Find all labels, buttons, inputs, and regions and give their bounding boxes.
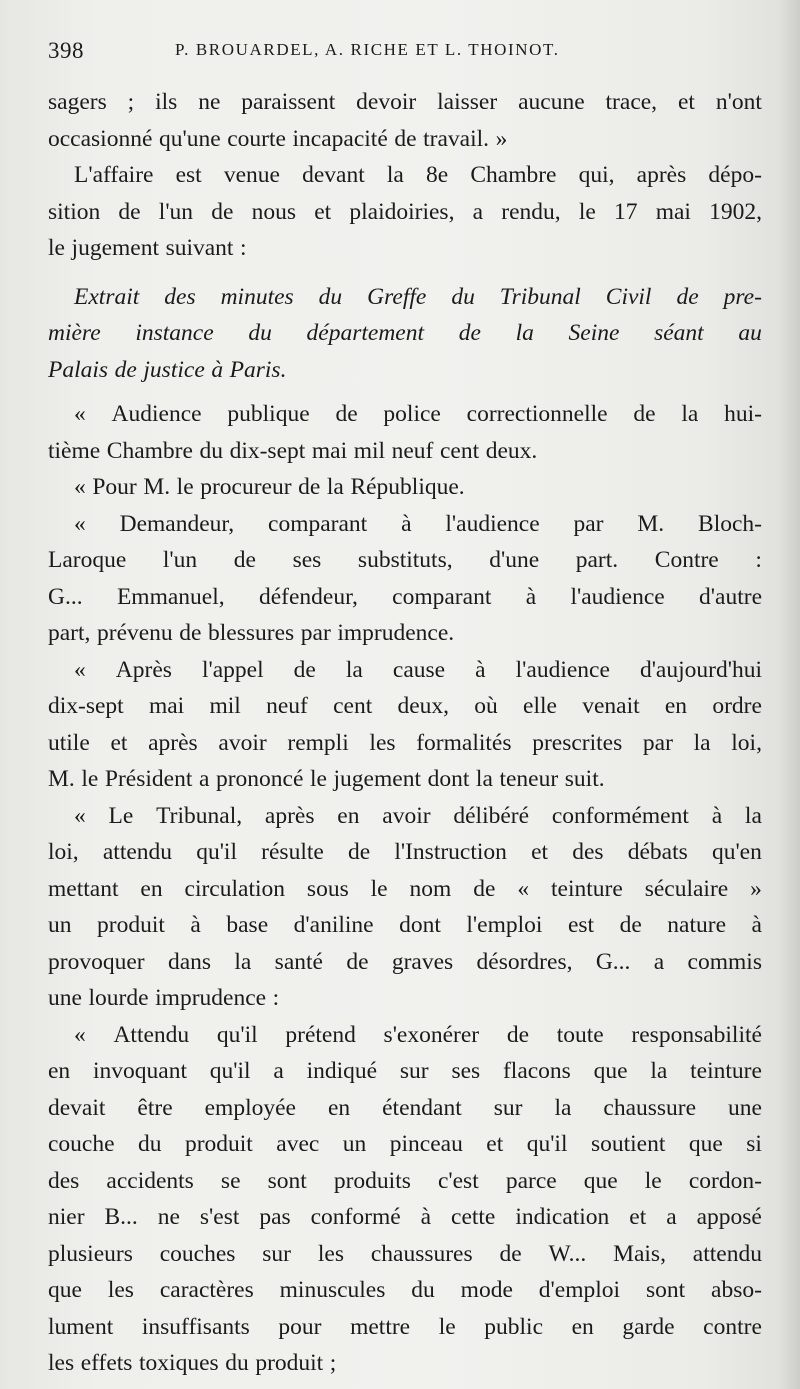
text-line: Laroque l'un de ses substituts, d'une part. Contre : [48,547,762,573]
text-line: « Demandeur, comparant à l'audience par M. Bloch- [74,510,762,537]
text-line: des accidents se sont produits c'est parce que le cordon- [48,1167,762,1194]
text-line: G... Emmanuel, défendeur, comparant à l'audience d'autre [48,583,762,610]
paragraph [48,157,762,267]
text-line: provoquer dans la santé de graves désordres, G... a commis [48,948,762,975]
text-line: M. le Président a prononcé le jugement dont la teneur suit. [48,766,605,792]
text-line: sition de l'un de nous et plaidoiries, a rendu, le 17 mai 1902, [48,198,762,225]
text-line: « Le Tribunal, après en avoir délibéré conformément à la [74,802,762,829]
text-line: devait être employée en étendant sur la chaussure une [48,1094,762,1121]
text-line: en invoquant qu'il a indiqué sur ses flacons que la teinture [48,1058,762,1084]
text-line: que les caractères minuscules du mode d'emploi sont abso- [48,1277,762,1303]
page-body [48,84,762,1382]
text-line: une lourde imprudence : [48,985,280,1011]
text-line: L'affaire est venue devant la 8e Chambre qui, après dépo- [74,162,762,188]
text-line: plusieurs couches sur les chaussures de W... Mais, attendu [48,1240,762,1267]
page-number: 398 [48,38,84,63]
text-line: un produit à base d'aniline dont l'emploi est de nature à [48,912,762,938]
text-line: mettant en circulation sous le nom de « teinture séculaire » [48,875,762,902]
paragraph [48,798,762,1017]
paragraph [48,506,762,652]
text-line: nier B... ne s'est pas conformé à cette indication et a apposé [48,1204,762,1230]
text-line: tième Chambre du dix-sept mai mil neuf cent deux. [48,437,538,464]
paragraph [48,396,762,469]
text-line: sagers ; ils ne paraissent devoir laisser aucune trace, et n'ont [48,89,762,115]
text-line: couche du produit avec un pinceau et qu'il soutient que si [48,1131,762,1157]
page-header [48,38,760,78]
text-line: occasionné qu'une courte incapacité de travail. » [48,125,508,152]
text-line: « Après l'appel de la cause à l'audience d'aujourd'hui [74,656,762,683]
text-line: dix-sept mai mil neuf cent deux, où elle venait en ordre [48,693,762,719]
text-line: utile et après avoir rempli les formalités prescrites par la loi, [48,729,762,756]
paragraph [48,652,762,798]
paragraph [48,84,762,157]
paragraph [48,279,762,389]
text-line: loi, attendu qu'il résulte de l'Instruction et des débats qu'en [48,839,762,865]
paragraph [48,1017,762,1382]
text-line: Extrait des minutes du Greffe du Tribunal Civil de pre- [74,283,762,310]
text-line: « Audience publique de police correctionnelle de la hui- [74,401,762,427]
page-edge-shadow [778,0,800,1389]
text-line: « Pour M. le procureur de la République. [74,474,465,500]
text-line: les effets toxiques du produit ; [48,1350,337,1376]
running-head: P. BROUARDEL, A. RICHE ET L. THOINOT. [175,40,560,59]
paragraph [48,469,762,506]
text-line: Palais de justice à Paris. [48,356,287,383]
text-line: le jugement suivant : [48,235,247,261]
text-line: mière instance du département de la Seine séant au [48,320,762,346]
text-line: lument insuffisants pour mettre le public en garde contre [48,1313,762,1340]
text-line: part, prévenu de blessures par imprudence. [48,620,455,646]
paragraph-gap [48,267,762,279]
text-line: « Attendu qu'il prétend s'exonérer de toute responsabilité [74,1021,762,1048]
paragraph-gap [48,388,762,396]
